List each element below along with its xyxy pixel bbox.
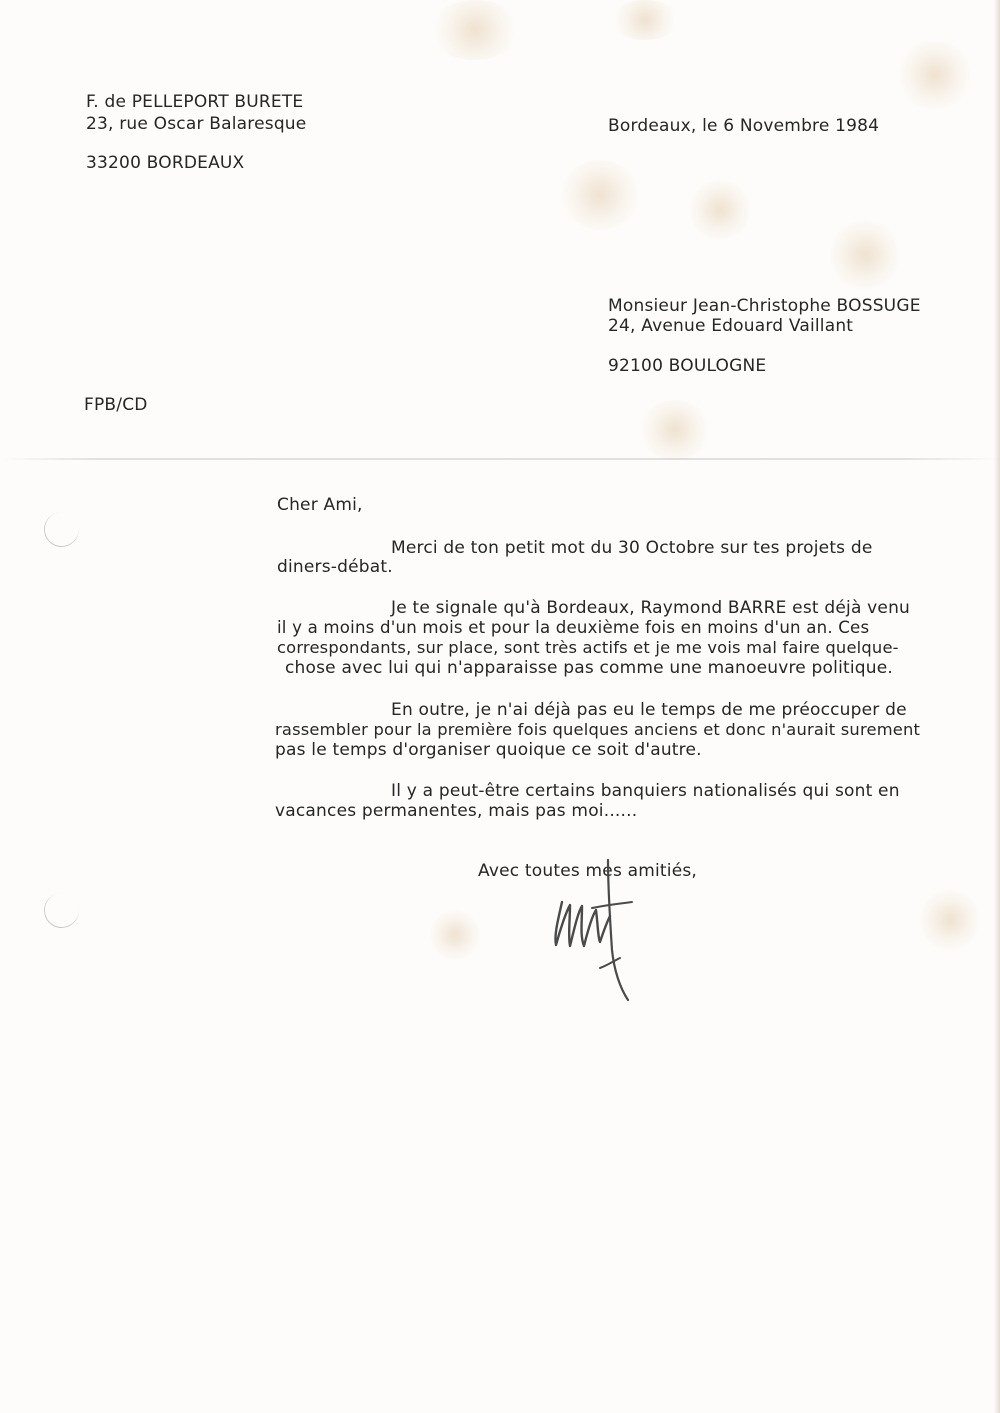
- paragraph-2-line-4: chose avec lui qui n'apparaisse pas comme une manoeuvre politique.: [285, 658, 894, 678]
- handwritten-signature: [540, 850, 640, 1005]
- paragraph-4-line-2: vacances permanentes, mais pas moi......: [275, 801, 638, 821]
- salutation: Cher Ami,: [277, 495, 363, 515]
- punch-hole-mark: [41, 509, 82, 550]
- punch-hole-mark: [41, 890, 82, 931]
- recipient-name: Monsieur Jean-Christophe BOSSUGE: [608, 296, 921, 316]
- sender-city: 33200 BORDEAUX: [86, 153, 245, 173]
- paper-edge: [994, 0, 1000, 1413]
- paragraph-2-line-3: correspondants, sur place, sont très actifs et je me vois mal faire quelque-: [277, 638, 899, 657]
- paragraph-1-line-2: diners-débat.: [277, 557, 393, 577]
- paper-stain: [640, 400, 710, 460]
- recipient-street: 24, Avenue Edouard Vaillant: [608, 316, 854, 336]
- sender-name: F. de PELLEPORT BURETE: [86, 92, 304, 112]
- recipient-city: 92100 BOULOGNE: [608, 356, 767, 376]
- paper-stain: [690, 180, 750, 240]
- paper-stain: [560, 160, 640, 230]
- reference-initials: FPB/CD: [84, 395, 148, 415]
- paper-stain: [610, 0, 680, 40]
- paragraph-3-line-2: rassembler pour la première fois quelques anciens et donc n'aurait surement: [275, 720, 921, 739]
- paragraph-2-line-2: il y a moins d'un mois et pour la deuxième fois en moins d'un an. Ces: [277, 618, 870, 637]
- paragraph-3-line-3: pas le temps d'organiser quoique ce soit d'autre.: [275, 740, 702, 760]
- letter-date: Bordeaux, le 6 Novembre 1984: [608, 116, 880, 136]
- sender-street: 23, rue Oscar Balaresque: [86, 114, 307, 134]
- paper-stain: [920, 890, 980, 950]
- paper-fold-line: [0, 458, 1000, 460]
- paragraph-2-line-1: Je te signale qu'à Bordeaux, Raymond BARRE est déjà venu: [391, 598, 911, 618]
- paper-stain: [430, 910, 480, 960]
- paragraph-4-line-1: Il y a peut-être certains banquiers nationalisés qui sont en: [391, 781, 900, 801]
- paper-stain: [430, 0, 520, 60]
- paper-stain: [830, 220, 900, 290]
- closing-line: Avec toutes mes amitiés,: [478, 861, 698, 881]
- paper-stain: [900, 40, 970, 110]
- paragraph-1-line-1: Merci de ton petit mot du 30 Octobre sur tes projets de: [391, 538, 873, 558]
- paragraph-3-line-1: En outre, je n'ai déjà pas eu le temps de me préoccuper de: [391, 700, 907, 720]
